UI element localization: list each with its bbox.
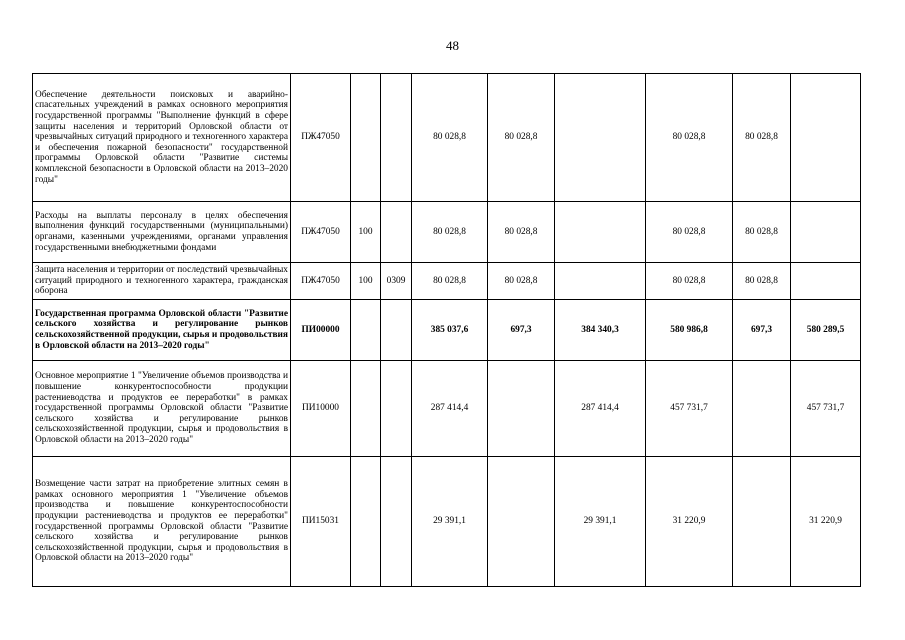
row-value-5: 697,3: [733, 300, 791, 361]
row-value-1: 385 037,6: [412, 300, 488, 361]
row-vr: [351, 74, 381, 202]
row-vr: [351, 300, 381, 361]
row-value-2: 80 028,8: [488, 202, 555, 263]
table-row: [33, 202, 861, 263]
row-value-4: 80 028,8: [646, 74, 733, 202]
row-value-1: 80 028,8: [412, 74, 488, 202]
row-value-1: 80 028,8: [412, 202, 488, 263]
row-rz: 0309: [381, 263, 412, 300]
row-code: ПЖ47050: [291, 74, 351, 202]
row-name: Расходы на выплаты персоналу в целях обеспечения выполнения функций государственными (муниципальными) органами, казенными учреждениями, органами управления государственными внебюджетными фондами: [33, 202, 291, 263]
row-name: Обеспечение деятельности поисковых и аварийно-спасательных учреждений в рамках основного мероприятия государственной программы "Выполнение функций в сфере защиты населения и территорий Орловской области от чрезвычайных ситуаций природного и техногенного характера и обеспечения пожарной безопасности" государственной программы Орловской области "Развитие системы комплексной безопасности в Орловской области на 2013–2020 годы": [33, 74, 291, 202]
row-name: Государственная программа Орловской области "Развитие сельского хозяйства и регулирование рынков сельскохозяйственной продукции, сырья и продовольствия в Орловской области на 2013–2020 годы": [33, 300, 291, 361]
row-vr: 100: [351, 263, 381, 300]
row-rz: [381, 202, 412, 263]
row-value-6: 31 220,9: [791, 457, 861, 587]
row-value-1: 80 028,8: [412, 263, 488, 300]
row-value-5: [733, 361, 791, 457]
row-value-4: 80 028,8: [646, 202, 733, 263]
row-value-2: [488, 457, 555, 587]
row-value-2: 697,3: [488, 300, 555, 361]
row-value-6: [791, 74, 861, 202]
row-vr: 100: [351, 202, 381, 263]
row-vr: [351, 457, 381, 587]
row-value-4: 457 731,7: [646, 361, 733, 457]
row-rz: [381, 457, 412, 587]
row-value-2: [488, 361, 555, 457]
row-value-4: 580 986,8: [646, 300, 733, 361]
row-value-3: 29 391,1: [555, 457, 646, 587]
row-value-5: 80 028,8: [733, 202, 791, 263]
row-code: ПИ15031: [291, 457, 351, 587]
row-value-2: 80 028,8: [488, 263, 555, 300]
row-rz: [381, 361, 412, 457]
row-name: Защита населения и территории от последствий чрезвычайных ситуаций природного и техногенного характера, гражданская оборона: [33, 263, 291, 300]
row-value-5: [733, 457, 791, 587]
row-value-1: 29 391,1: [412, 457, 488, 587]
row-value-3: [555, 263, 646, 300]
row-code: ПИ10000: [291, 361, 351, 457]
row-code: ПЖ47050: [291, 202, 351, 263]
row-value-3: 384 340,3: [555, 300, 646, 361]
table-row: [33, 457, 861, 587]
row-name: Основное мероприятие 1 "Увеличение объемов производства и повышение конкурентоспособности продукции растениеводства и продуктов ее переработки" в рамках государственной программы Орловской области "Развитие сельского хозяйства и регулирование рынков сельскохозяйственной продукции, сырья и продовольствия в Орловской области на 2013–2020 годы": [33, 361, 291, 457]
row-name: Возмещение части затрат на приобретение элитных семян в рамках основного мероприятия 1 "Увеличение объемов производства и повышение конкурентоспособности продукции растениеводства и продуктов ее переработки" государственной программы Орловской области "Развитие сельского хозяйства и регулирование рынков сельскохозяйственной продукции, сырья и продовольствия в Орловской области на 2013–2020 годы": [33, 457, 291, 587]
row-value-1: 287 414,4: [412, 361, 488, 457]
table-row: [33, 361, 861, 457]
row-value-3: [555, 74, 646, 202]
row-rz: [381, 300, 412, 361]
table-row: [33, 300, 861, 361]
table-row: [33, 74, 861, 202]
row-value-3: [555, 202, 646, 263]
row-value-6: [791, 202, 861, 263]
row-rz: [381, 74, 412, 202]
budget-table: [32, 73, 861, 587]
row-value-4: 31 220,9: [646, 457, 733, 587]
row-code: ПЖ47050: [291, 263, 351, 300]
row-value-5: 80 028,8: [733, 263, 791, 300]
table-row: [33, 263, 861, 300]
row-vr: [351, 361, 381, 457]
page-number: 48: [446, 38, 459, 53]
row-value-6: [791, 263, 861, 300]
row-value-3: 287 414,4: [555, 361, 646, 457]
row-code: ПИ00000: [291, 300, 351, 361]
row-value-4: 80 028,8: [646, 263, 733, 300]
row-value-6: 580 289,5: [791, 300, 861, 361]
row-value-5: 80 028,8: [733, 74, 791, 202]
row-value-2: 80 028,8: [488, 74, 555, 202]
row-value-6: 457 731,7: [791, 361, 861, 457]
